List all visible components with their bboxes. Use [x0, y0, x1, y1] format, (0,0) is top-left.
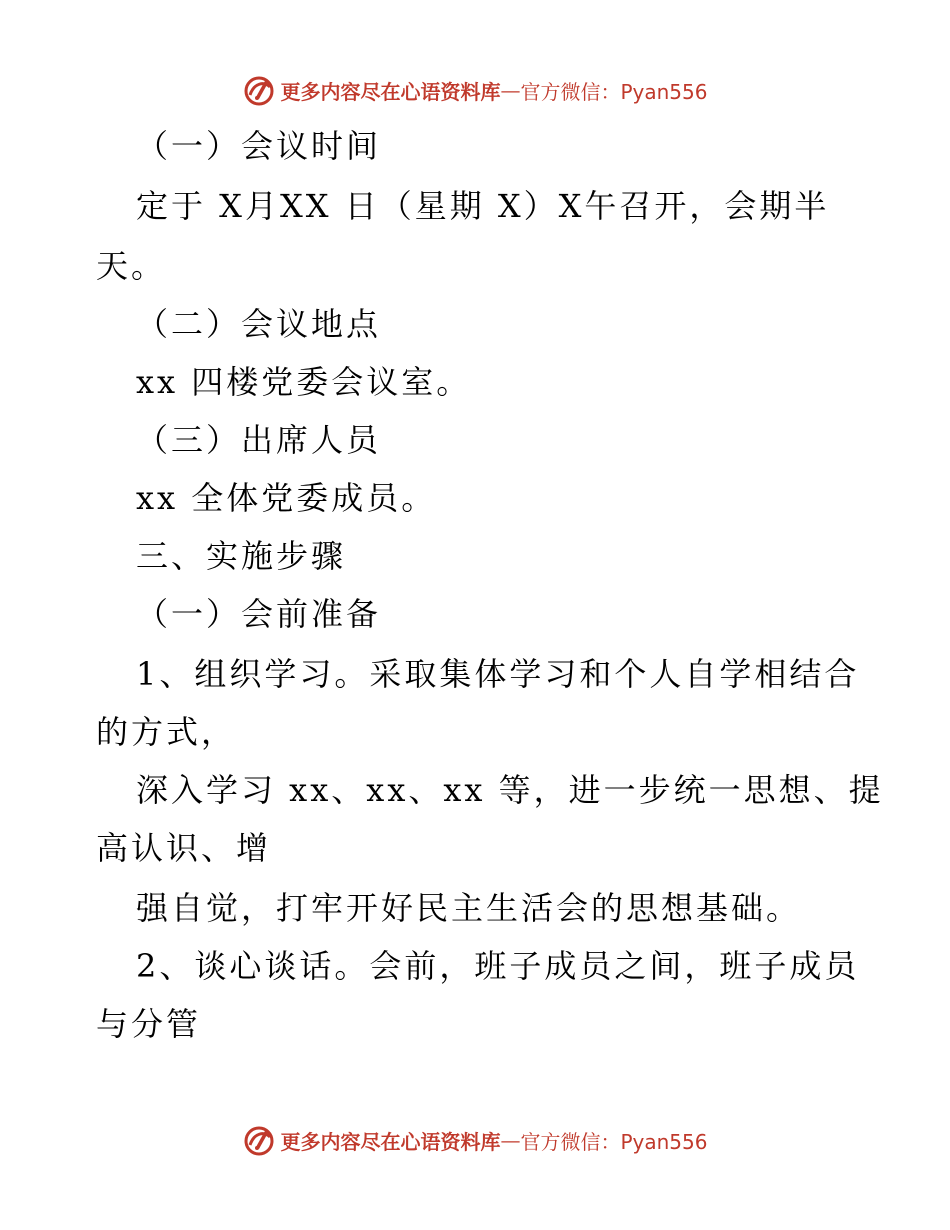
paragraph-line: 强自觉，打牢开好民主生活会的思想基础。 [136, 889, 802, 927]
paragraph-line: 定于 X月XX 日（星期 X）X午召开，会期半 [136, 187, 830, 225]
banner-separator: — [500, 78, 521, 102]
section-heading-attendees: （三）出席人员 [136, 421, 382, 459]
banner-separator: — [500, 1128, 521, 1152]
section-heading-meeting-time: （一）会议时间 [136, 127, 382, 165]
section-heading-preparation: （一）会前准备 [136, 595, 382, 633]
paragraph-line: 与分管 [96, 1005, 202, 1043]
paragraph-line: 2、谈心谈话。会前，班子成员之间，班子成员 [136, 947, 860, 985]
paragraph-line: 1、组织学习。采取集体学习和个人自学相结合 [136, 655, 860, 693]
pen-swirl-logo-icon [242, 73, 276, 107]
header-banner [0, 70, 950, 110]
banner-site-text: 更多内容尽在心语资料库 [280, 1129, 501, 1154]
section-heading-meeting-place: （二）会议地点 [136, 305, 382, 343]
banner-wechat-text: 官方微信：Pyan556 [520, 79, 708, 104]
pen-swirl-logo-icon [242, 1123, 276, 1157]
section-heading-steps: 三、实施步骤 [136, 537, 347, 575]
paragraph-line: 天。 [96, 247, 167, 285]
banner-site-text: 更多内容尽在心语资料库 [280, 79, 501, 104]
footer-banner [0, 1120, 950, 1160]
paragraph-line: 的方式， [96, 713, 237, 751]
paragraph-line: 高认识、增 [96, 829, 272, 867]
banner-wechat-text: 官方微信：Pyan556 [520, 1129, 708, 1154]
paragraph-line: xx 全体党委成员。 [136, 479, 437, 517]
paragraph-line: xx 四楼党委会议室。 [136, 363, 472, 401]
paragraph-line: 深入学习 xx、xx、xx 等，进一步统一思想、提 [136, 771, 884, 809]
